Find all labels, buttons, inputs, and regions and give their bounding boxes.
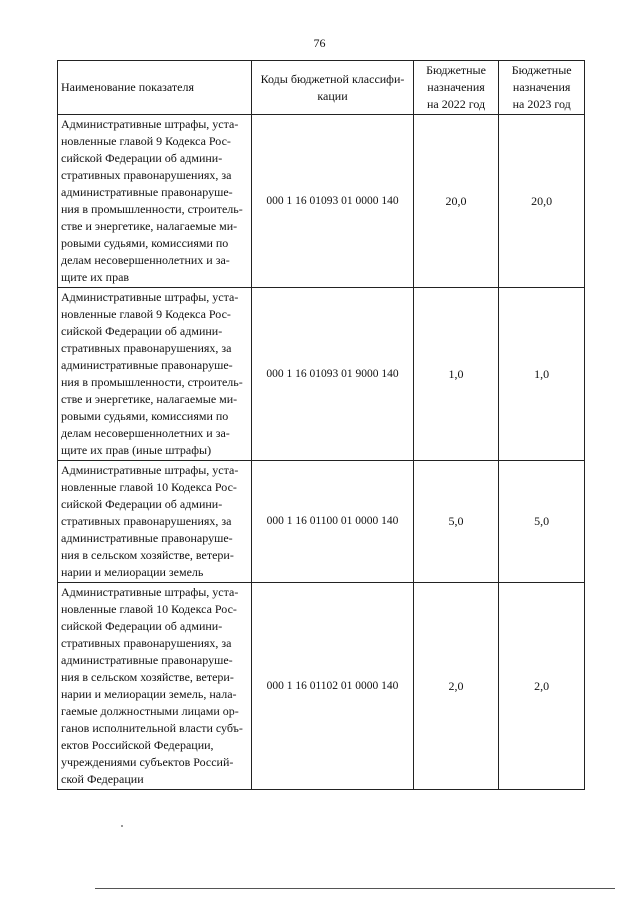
row-indicator-name: Административные штрафы, уста- новленные главой 9 Кодекса Рос- сийской Федерации об админи- стративных правонарушениях, за административные правонаруше- ния в промышленности, строитель- стве и энергетике, налагаемые ми- ровыми судьями, комиссиями по делам несовершеннолетних и за- щите их прав (иные штрафы) [58, 288, 252, 461]
row-value-2022: 5,0 [413, 461, 499, 583]
footer-divider [95, 888, 615, 889]
row-indicator-name: Административные штрафы, уста- новленные главой 9 Кодекса Рос- сийской Федерации об админи- стративных правонарушениях, за административные правонаруше- ния в промышленности, строитель- стве и энергетике, налагаемые ми- ровыми судьями, комиссиями по делам несовершеннолетних и за- щите их прав [58, 115, 252, 288]
row-budget-code: 000 1 16 01093 01 9000 140 [252, 288, 413, 461]
row-value-2023: 2,0 [499, 583, 585, 790]
table-row [58, 583, 585, 790]
table-row [58, 288, 585, 461]
row-indicator-name: Административные штрафы, уста- новленные главой 10 Кодекса Рос- сийской Федерации об админи- стративных правонарушениях, за административные правонаруше- ния в сельском хозяйстве, ветери- нарии и мелиорации земель, нала- гаемые должностными лицами ор- ганов исполнительной власти субъ- ектов Российской Федерации, учреждениями субъектов Россий- ской Федерации [58, 583, 252, 790]
table-row [58, 461, 585, 583]
row-value-2022: 2,0 [413, 583, 499, 790]
row-value-2022: 1,0 [413, 288, 499, 461]
page-number: 76 [313, 36, 326, 50]
row-value-2023: 1,0 [499, 288, 585, 461]
budget-table [57, 60, 585, 790]
row-value-2023: 5,0 [499, 461, 585, 583]
scan-speck [121, 825, 123, 827]
row-value-2023: 20,0 [499, 115, 585, 288]
row-budget-code: 000 1 16 01102 01 0000 140 [252, 583, 413, 790]
header-budget-code: Коды бюджетной классифи- кации [252, 61, 413, 115]
table-header-row [58, 61, 585, 115]
table-row [58, 115, 585, 288]
header-year-2023: Бюджетные назначения на 2023 год [499, 61, 585, 115]
row-value-2022: 20,0 [413, 115, 499, 288]
row-indicator-name: Административные штрафы, уста- новленные главой 10 Кодекса Рос- сийской Федерации об админи- стративных правонарушениях, за административные правонаруше- ния в сельском хозяйстве, ветери- нарии и мелиорации земель [58, 461, 252, 583]
header-year-2022: Бюджетные назначения на 2022 год [413, 61, 499, 115]
header-indicator-name: Наименование показателя [58, 61, 252, 115]
row-budget-code: 000 1 16 01093 01 0000 140 [252, 115, 413, 288]
row-budget-code: 000 1 16 01100 01 0000 140 [252, 461, 413, 583]
